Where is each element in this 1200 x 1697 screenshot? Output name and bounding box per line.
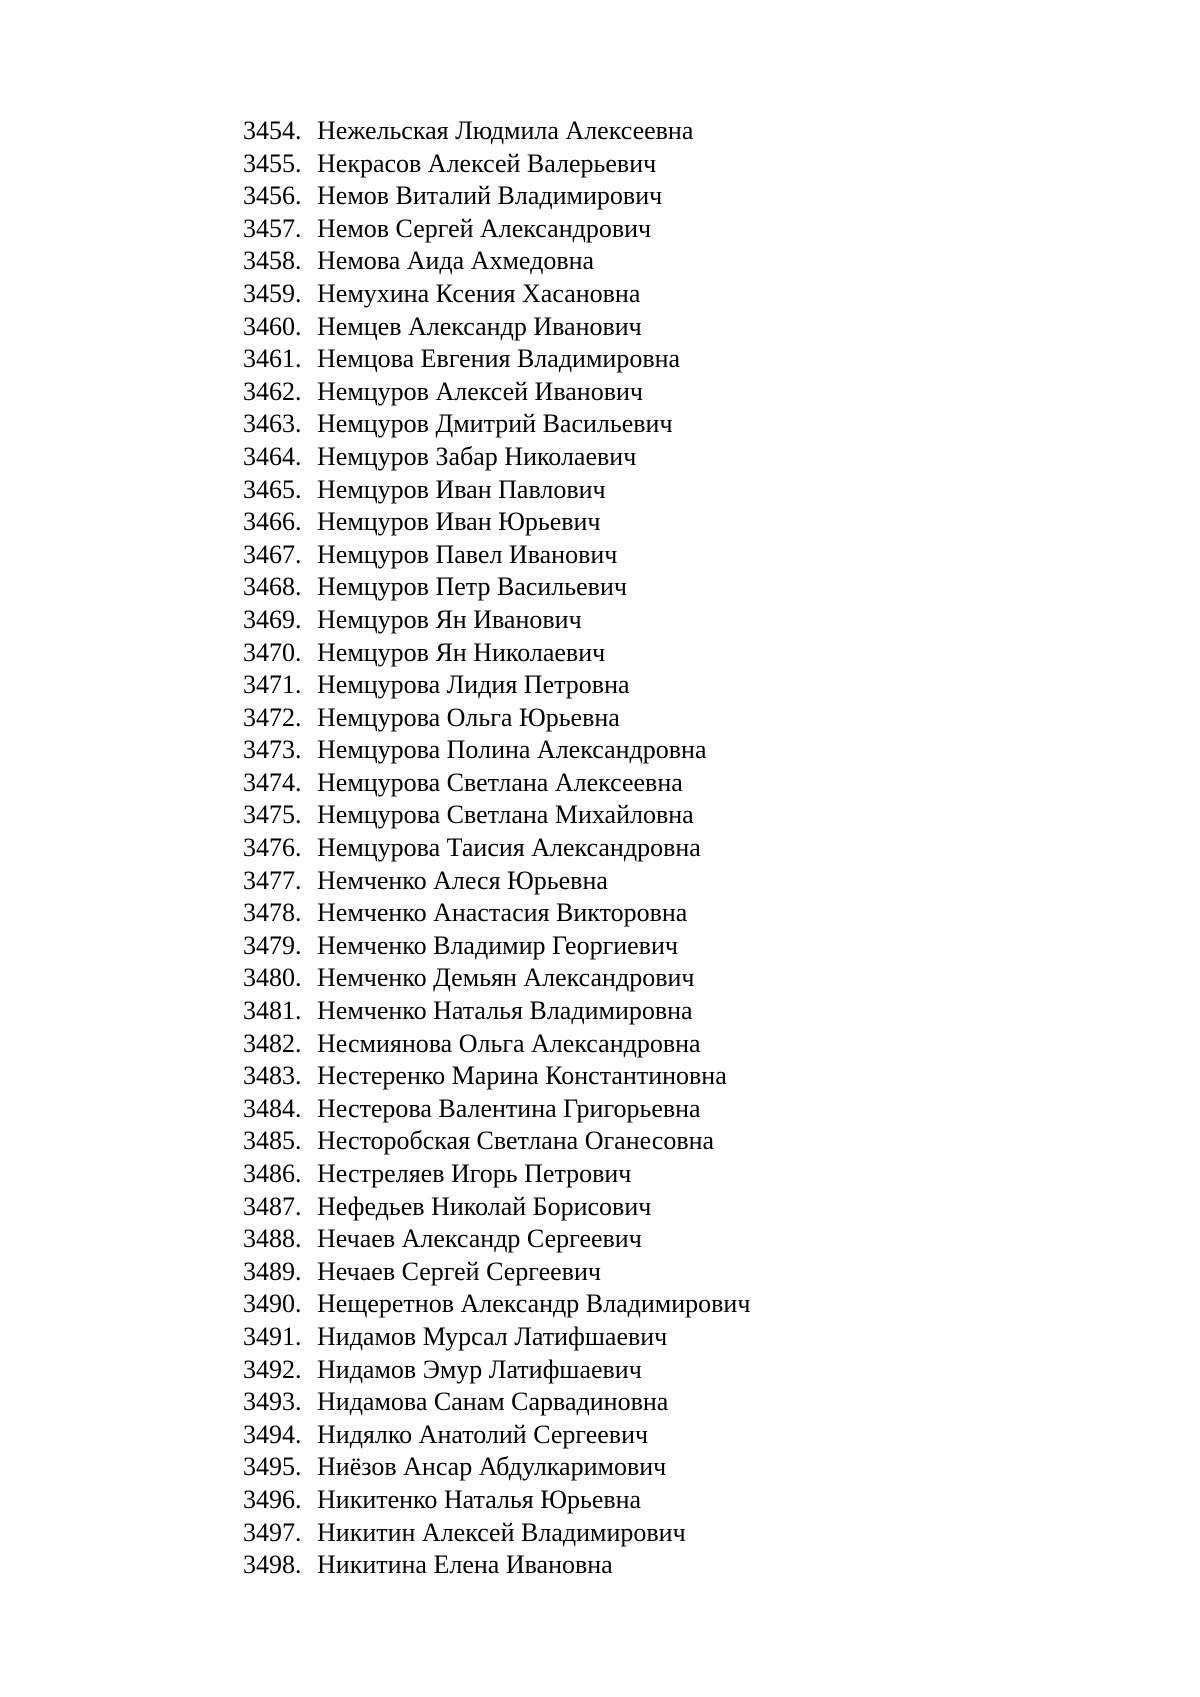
entry-number: 3494. [243,1419,302,1449]
person-name: Немцуров Дмитрий Васильевич [317,409,673,439]
list-item [243,1191,750,1224]
person-name: Немцуров Забар Николаевич [317,441,637,471]
person-name: Нидамов Эмур Латифшаевич [317,1354,642,1384]
person-name: Нечаев Александр Сергеевич [317,1224,642,1254]
entry-number: 3490. [243,1289,302,1319]
entry-number: 3474. [243,767,302,797]
list-item [243,311,750,344]
list-item [243,1386,750,1419]
list-item [243,408,750,441]
entry-number: 3478. [243,898,302,928]
name-list [243,115,750,1582]
person-name: Немцурова Лидия Петровна [317,670,630,700]
person-name: Нефедьев Николай Борисович [317,1191,652,1221]
person-name: Нежельская Людмила Алексеевна [317,116,694,145]
entry-number: 3468. [243,572,302,602]
person-name: Немченко Анастасия Викторовна [317,898,688,928]
person-name: Немцуров Ян Николаевич [317,637,606,667]
entry-number: 3476. [243,833,302,863]
person-name: Немов Виталий Владимирович [317,181,663,211]
entry-number: 3487. [243,1191,302,1221]
person-name: Нидамова Санам Сарвадиновна [317,1387,669,1417]
list-item [243,441,750,474]
list-item [243,1517,750,1550]
list-item [243,1419,750,1452]
entry-number: 3470. [243,637,302,667]
person-name: Немцова Евгения Владимировна [317,344,681,374]
list-item [243,1256,750,1289]
list-item [243,1451,750,1484]
entry-number: 3484. [243,1093,302,1123]
list-item [243,180,750,213]
entry-number: 3463. [243,409,302,439]
person-name: Немцурова Ольга Юрьевна [317,702,620,732]
person-name: Немов Сергей Александрович [317,213,652,243]
list-item [243,865,750,898]
person-name: Немцурова Светлана Алексеевна [317,767,683,797]
person-name: Нестерова Валентина Григорьевна [317,1093,701,1123]
entry-number: 3489. [243,1256,302,1286]
list-item [243,962,750,995]
person-name: Немцуров Иван Павлович [317,474,606,504]
person-name: Немченко Демьян Александрович [317,963,695,993]
person-name: Немцурова Светлана Михайловна [317,800,694,830]
entry-number: 3471. [243,670,302,700]
entry-number: 3475. [243,800,302,830]
entry-number: 3458. [243,246,302,276]
entry-number: 3464. [243,441,302,471]
person-name: Немцуров Павел Иванович [317,539,618,569]
entry-number: 3497. [243,1517,302,1547]
list-item [243,1223,750,1256]
list-item [243,799,750,832]
person-name: Нещеретнов Александр Владимирович [317,1289,751,1319]
entry-number: 3472. [243,702,302,732]
person-name: Никитин Алексей Владимирович [317,1517,686,1547]
entry-number: 3482. [243,1028,302,1058]
entry-number: 3488. [243,1224,302,1254]
entry-number: 3486. [243,1159,302,1188]
list-item [243,930,750,963]
entry-number: 3491. [243,1321,302,1351]
person-name: Несторобская Светлана Оганесовна [317,1126,715,1156]
person-name: Немцев Александр Иванович [317,311,642,341]
entry-number: 3462. [243,376,302,406]
list-item [243,1484,750,1517]
entry-number: 3467. [243,539,302,569]
list-item [243,148,750,181]
person-name: Немченко Владимир Георгиевич [317,930,678,960]
entry-number: 3479. [243,930,302,960]
person-name: Немцуров Ян Иванович [317,604,582,634]
person-name: Немцуров Алексей Иванович [317,376,643,406]
entry-number: 3457. [243,213,302,243]
person-name: Немцурова Полина Александровна [317,735,707,765]
list-item [243,604,750,637]
entry-number: 3456. [243,181,302,211]
entry-number: 3454. [243,116,302,145]
person-name: Несмиянова Ольга Александровна [317,1028,701,1058]
list-item [243,702,750,735]
list-item [243,734,750,767]
list-item [243,1288,750,1321]
entry-number: 3481. [243,996,302,1026]
entry-number: 3469. [243,604,302,634]
list-item [243,637,750,670]
person-name: Никитенко Наталья Юрьевна [317,1484,642,1514]
list-item [243,1060,750,1093]
list-item [243,474,750,507]
entry-number: 3495. [243,1452,302,1482]
list-item [243,1354,750,1387]
list-item [243,539,750,572]
list-item [243,115,750,148]
list-item [243,1321,750,1354]
entry-number: 3493. [243,1387,302,1417]
entry-number: 3459. [243,278,302,308]
person-name: Никитина Елена Ивановна [317,1550,613,1580]
list-item [243,571,750,604]
person-name: Нестеренко Марина Константиновна [317,1061,727,1091]
entry-number: 3483. [243,1061,302,1091]
person-name: Немцуров Иван Юрьевич [317,507,601,537]
list-item [243,1093,750,1126]
person-name: Нидамов Мурсал Латифшаевич [317,1321,668,1351]
person-name: Немченко Наталья Владимировна [317,996,693,1026]
list-item [243,1158,750,1191]
entry-number: 3492. [243,1354,302,1384]
entry-number: 3480. [243,963,302,993]
entry-number: 3496. [243,1484,302,1514]
person-name: Немцурова Таисия Александровна [317,833,701,863]
list-item [243,1549,750,1582]
person-name: Некрасов Алексей Валерьевич [317,148,657,178]
list-item [243,1125,750,1158]
list-item [243,506,750,539]
person-name: Немцуров Петр Васильевич [317,572,627,602]
entry-number: 3461. [243,344,302,374]
entry-number: 3473. [243,735,302,765]
entry-number: 3498. [243,1550,302,1580]
person-name: Немченко Алеся Юрьевна [317,865,608,895]
list-item [243,376,750,409]
list-item [243,343,750,376]
list-item [243,213,750,246]
list-item [243,245,750,278]
list-item [243,1028,750,1061]
list-item [243,278,750,311]
list-item [243,995,750,1028]
person-name: Немухина Ксения Хасановна [317,278,641,308]
person-name: Ниёзов Ансар Абдулкаримович [317,1452,667,1482]
list-item [243,669,750,702]
list-item [243,832,750,865]
person-name: Немова Аида Ахмедовна [317,246,595,276]
entry-number: 3465. [243,474,302,504]
person-name: Нестреляев Игорь Петрович [317,1159,632,1188]
entry-number: 3460. [243,311,302,341]
person-name: Нидялко Анатолий Сергеевич [317,1419,649,1449]
list-item [243,767,750,800]
entry-number: 3485. [243,1126,302,1156]
entry-number: 3466. [243,507,302,537]
entry-number: 3455. [243,148,302,178]
entry-number: 3477. [243,865,302,895]
list-item [243,897,750,930]
person-name: Нечаев Сергей Сергеевич [317,1256,601,1286]
